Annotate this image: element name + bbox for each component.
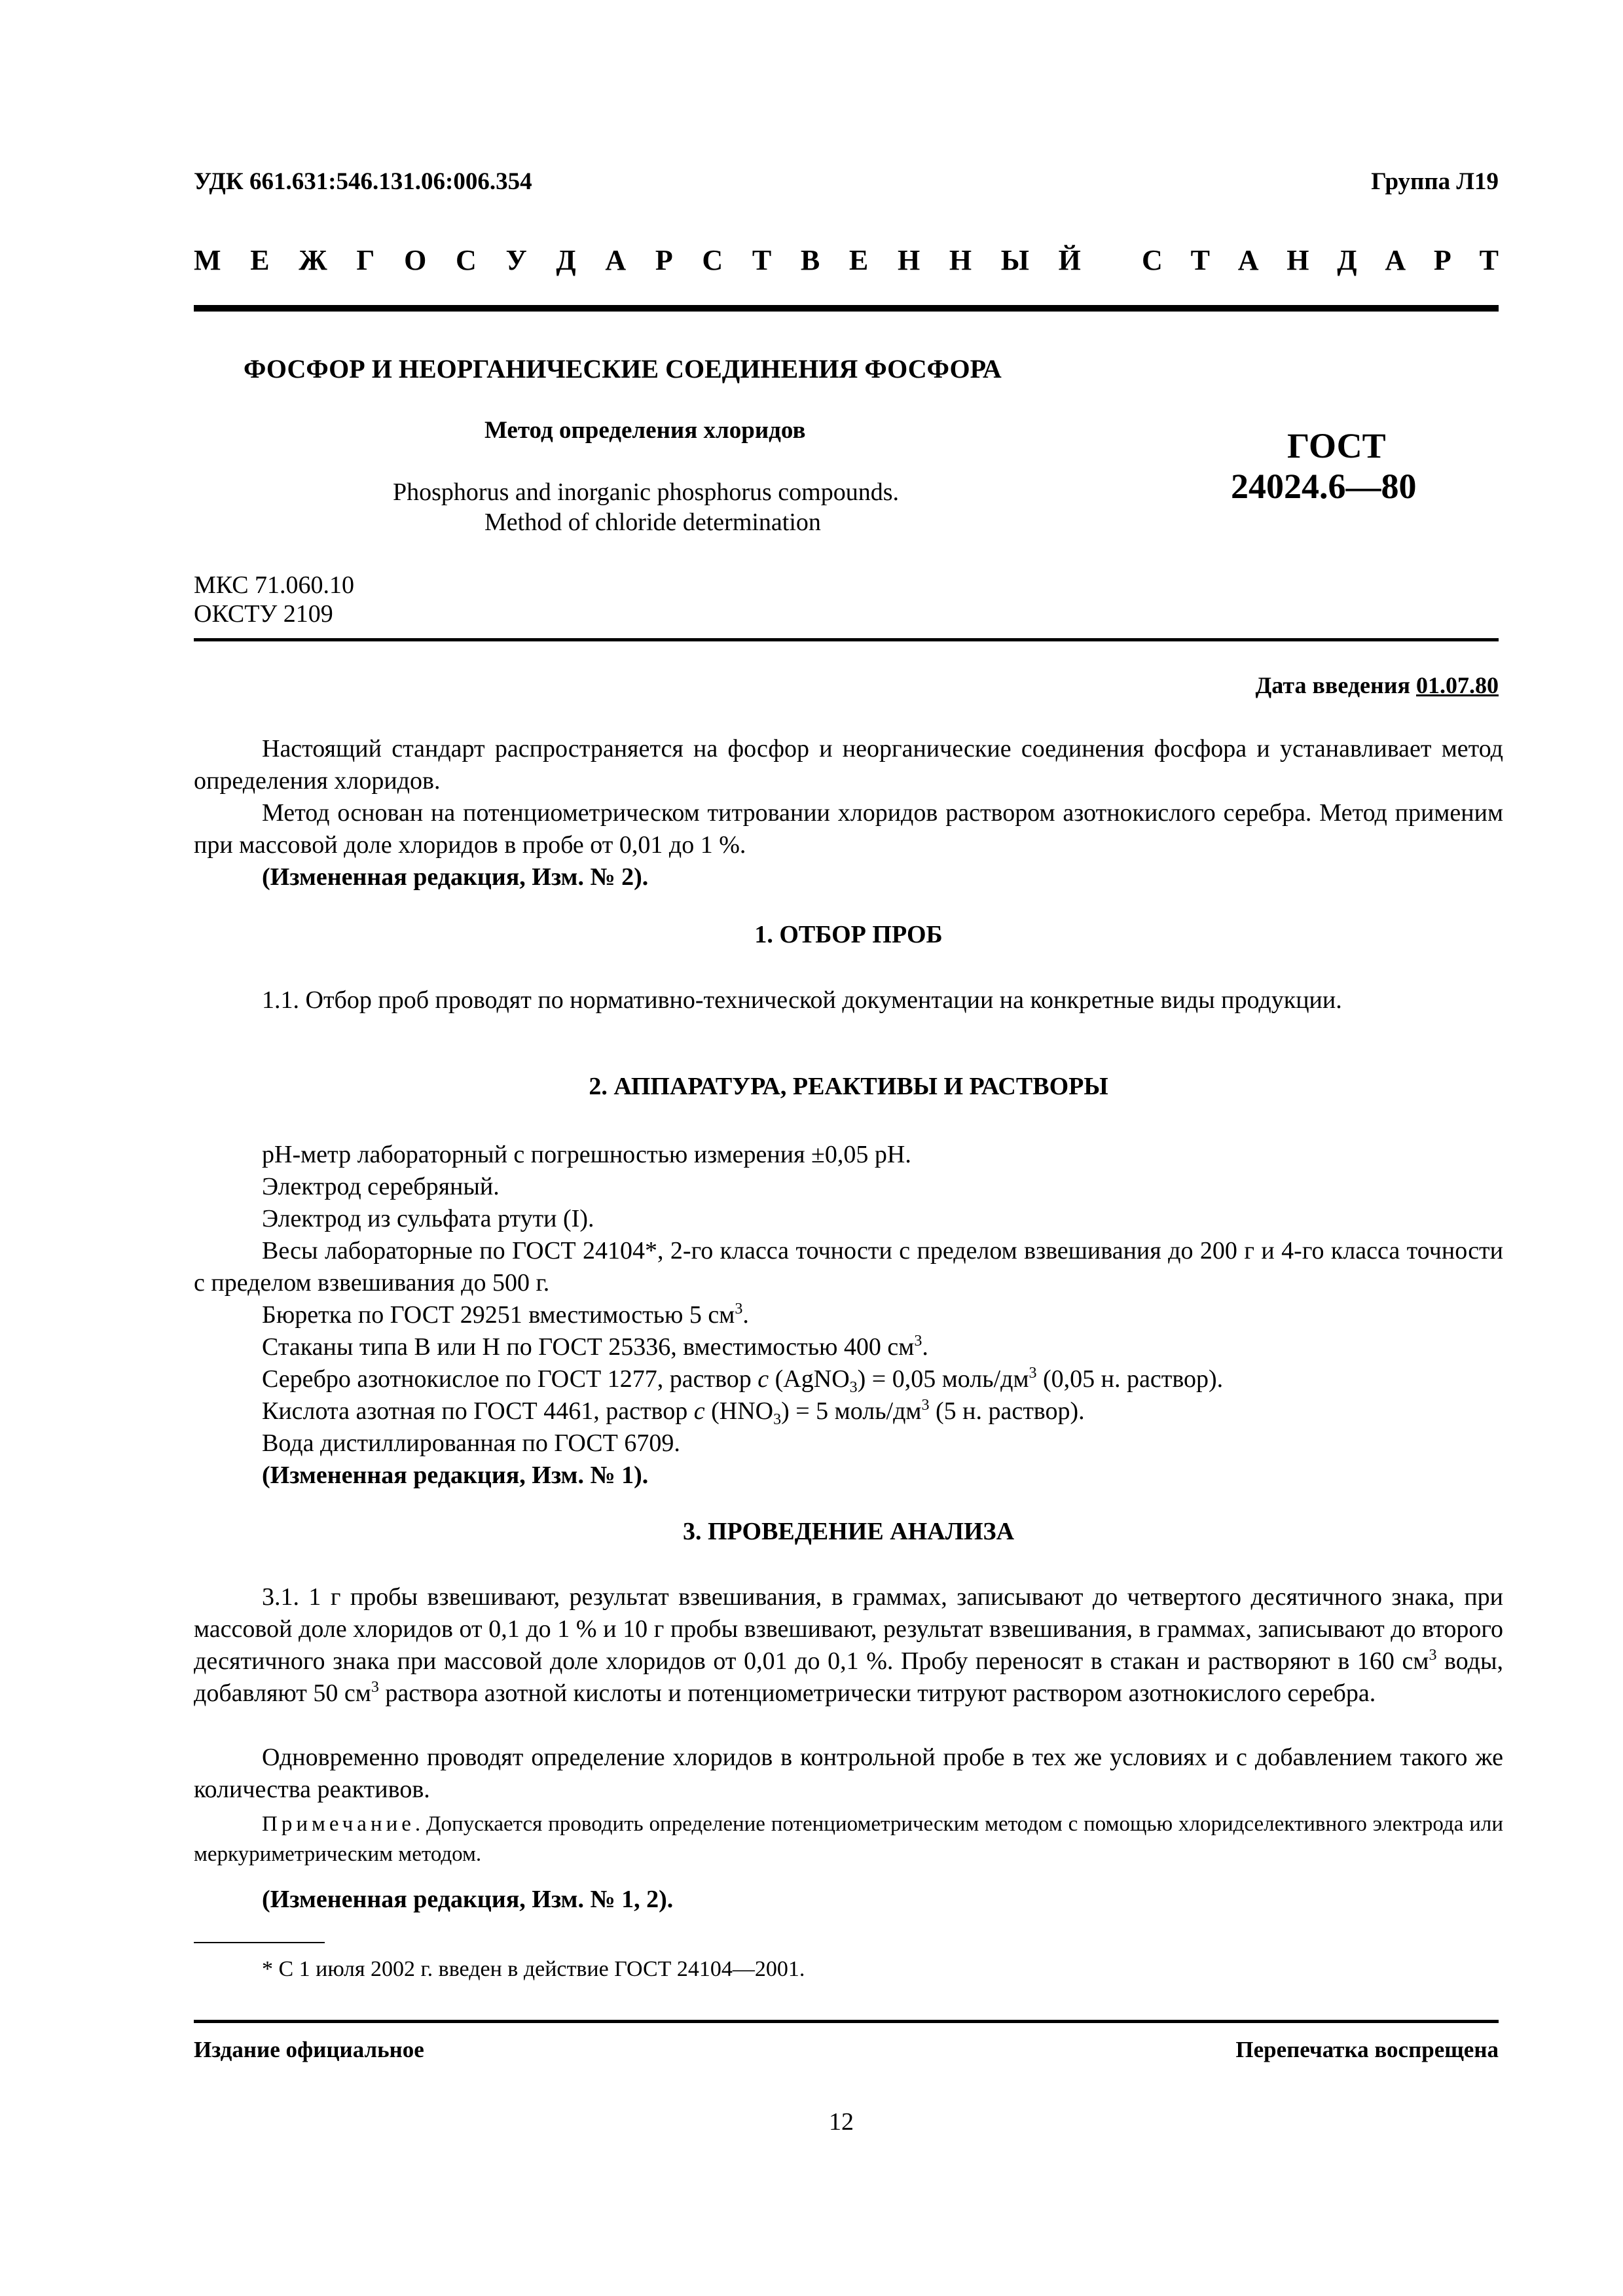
section-3-note [194,1809,1503,1869]
banner-letter: Д [556,244,576,276]
cubic-superscript: 3 [1429,1647,1437,1664]
beakers-period: . [922,1333,928,1361]
banner-letter: С [456,244,477,276]
nitric-text-b: ) = 5 моль/дм [781,1397,922,1425]
banner-letter: Е [250,244,270,276]
section-3-p1-b: воды, добавляют 50 см [194,1647,1504,1707]
section-1-paragraph: 1.1. Отбор проб проводят по нормативно-технической документации на конкретные виды продукции. [262,986,1342,1014]
section-3-heading: 3. ПРОВЕДЕНИЕ АНАЛИЗА [682,1518,1015,1545]
equipment-ph-meter: рН-метр лабораторный с погрешностью измерения ±0,05 рН. [262,1141,911,1168]
equipment-burette [262,1299,749,1331]
formula-subscript: 3 [773,1411,782,1428]
silver-nitrate-text-c: (0,05 н. раствор). [1036,1365,1224,1393]
footer-rule [194,2020,1499,2023]
cubic-superscript: 3 [1029,1365,1037,1382]
section-2-amendment: (Измененная редакция, Изм. № 1). [262,1462,649,1489]
nitric-text-a: Кислота азотная по ГОСТ 4461, раствор [262,1397,694,1425]
interstate-standard-banner [194,243,1499,283]
equipment-scales: Весы лабораторные по ГОСТ 24104*, 2-го класса точности с пределом взвешивания до 200 г и 4-го класса точности с пределом взвешивания до 500 г. [194,1237,1503,1297]
section-3-p1-a: 3.1. 1 г пробы взвешивают, результат взвешивания, в граммах, записывают до четвертого десятичного знака, при массовой доле хлоридов от 0,1 до 1 % и 10 г пробы взвешивают, результат взвешивания, в граммах, записывают до второго десятичного знака при массовой доле хлоридов от 0,01 до 0,1 %. Пробу переносят в стакан и растворяют в 160 см [194,1583,1503,1675]
formula-subscript: 3 [849,1379,858,1396]
banner-letter: А [1385,244,1406,276]
english-title-line-1: Phosphorus and inorganic phosphorus compounds. [393,478,899,506]
silver-nitrate-text-a: Серебро азотнокислое по ГОСТ 1277, раствор [262,1365,758,1393]
title-block-rule [194,638,1499,641]
nitric-text-c: (5 н. раствор). [929,1397,1085,1425]
section-3-paragraph-1 [194,1581,1503,1710]
intro-paragraph-2: Метод основан на потенциометрическом титровании хлоридов раствором азотнокислого серебра. Метод применим при массовой доле хлоридов в пробе от 0,01 до 1 %. [194,799,1503,859]
introduction-date-label: Дата введения [1255,672,1410,698]
banner-letter: Г [356,244,375,276]
banner-letter: С [1142,244,1163,276]
reagent-nitric-acid [262,1395,1085,1427]
cubic-superscript: 3 [371,1679,379,1696]
equipment-mercury-electrode: Электрод из сульфата ртути (I). [262,1205,594,1232]
banner-word-standard [1142,243,1499,277]
banner-word-interstate [194,243,1081,277]
equipment-beakers [262,1331,928,1363]
banner-letter: Т [1479,244,1499,276]
banner-letter: А [1237,244,1259,276]
banner-letter: Ж [299,244,327,276]
cubic-superscript: 3 [921,1397,930,1414]
burette-text: Бюретка по ГОСТ 29251 вместимостью 5 см [262,1301,735,1329]
intro-paragraph-1: Настоящий стандарт распространяется на фосфор и неорганические соединения фосфора и устанавливает метод определения хлоридов. [194,735,1503,795]
banner-letter: Н [1286,244,1309,276]
page-number: 12 [829,2108,854,2136]
reagent-distilled-water: Вода дистиллированная по ГОСТ 6709. [262,1429,680,1457]
concentration-symbol: с [757,1365,769,1393]
banner-letter: Н [949,244,972,276]
silver-nitrate-formula: (AgNO [769,1365,850,1393]
banner-letter: Р [1433,244,1451,276]
document-title: ФОСФОР И НЕОРГАНИЧЕСКИЕ СОЕДИНЕНИЯ ФОСФОРА [244,354,1002,384]
reagent-silver-nitrate [262,1363,1223,1395]
footnote-separator [194,1942,325,1943]
section-3-p1-c: раствора азотной кислоты и потенциометрически титруют раствором азотнокислого серебра. [378,1679,1376,1707]
banner-letter: Т [752,244,772,276]
document-subtitle: Метод определения хлоридов [484,417,806,444]
concentration-symbol: с [693,1397,705,1425]
banner-letter: У [505,244,527,276]
mks-code: МКС 71.060.10 [194,571,355,599]
gost-number: 24024.6—80 [1231,467,1417,506]
official-edition-label: Издание официальное [194,2037,424,2062]
cubic-superscript: 3 [914,1333,922,1350]
equipment-silver-electrode: Электрод серебряный. [262,1173,500,1200]
silver-nitrate-text-b: ) = 0,05 моль/дм [857,1365,1029,1393]
english-title-line-2: Method of chloride determination [484,509,821,536]
group-code: Группа Л19 [1371,168,1499,195]
note-text: . Допускается проводить определение потенциометрическим методом с помощью хлоридселективного электрода или меркуриметрическим методом. [194,1812,1503,1866]
gost-label: ГОСТ [1287,426,1386,465]
introduction-date [1256,672,1499,699]
section-2-heading: 2. АППАРАТУРА, РЕАКТИВЫ И РАСТВОРЫ [589,1073,1108,1100]
note-label: Примечание [262,1812,415,1836]
section-3-amendment: (Измененная редакция, Изм. № 1, 2). [262,1886,674,1913]
banner-letter: Е [848,244,869,276]
section-3-paragraph-2: Одновременно проводят определение хлоридов в контрольной пробе в тех же условиях и с добавлением такого же количества реактивов. [194,1744,1503,1803]
banner-letter: Й [1058,244,1081,276]
nitric-formula: (HNO [704,1397,774,1425]
header-thick-rule [194,305,1499,312]
cubic-superscript: 3 [735,1300,743,1318]
beakers-text: Стаканы типа В или Н по ГОСТ 25336, вместимостью 400 см [262,1333,915,1361]
banner-letter: Ы [1000,244,1029,276]
footnote: * С 1 июля 2002 г. введен в действие ГОСТ 24104—2001. [262,1957,805,1981]
introduction-date-value: 01.07.80 [1416,672,1499,698]
banner-letter: О [404,244,427,276]
reprint-prohibited-label: Перепечатка воспрещена [1235,2037,1499,2062]
banner-letter: Н [897,244,921,276]
banner-letter: М [194,244,221,276]
udk-code: УДК 661.631:546.131.06:006.354 [194,168,532,195]
banner-letter: В [800,244,820,276]
okstu-code: ОКСТУ 2109 [194,600,333,628]
banner-letter: С [702,244,723,276]
banner-letter: Т [1190,244,1210,276]
burette-period: . [742,1301,749,1329]
banner-letter: А [605,244,627,276]
banner-letter: Д [1337,244,1357,276]
banner-letter: Р [655,244,673,276]
intro-amendment: (Измененная редакция, Изм. № 2). [262,863,649,891]
section-1-heading: 1. ОТБОР ПРОБ [754,921,943,948]
